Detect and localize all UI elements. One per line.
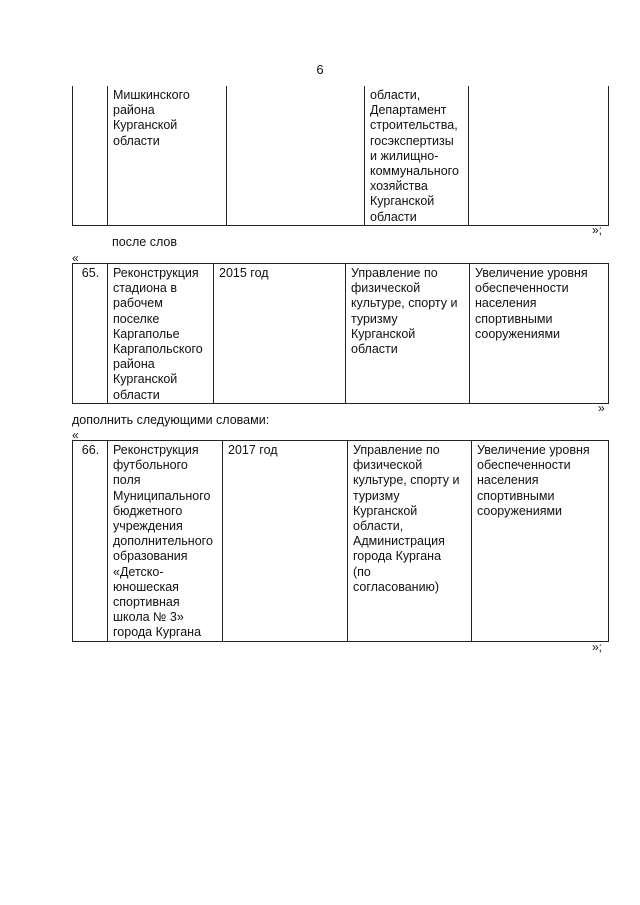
cell-number: 66. <box>73 441 108 642</box>
table-row <box>73 441 609 642</box>
cell-number: 65. <box>73 264 108 404</box>
table-row-65 <box>72 263 609 404</box>
open-quote-2: « <box>72 428 79 442</box>
cell-year: 2015 год <box>214 264 346 404</box>
cell-responsible: области, Департамент строительства, госэкспертизы и жилищно- коммунального хозяйства Курганской области <box>365 86 469 225</box>
cell-object-name: Реконструкция футбольного поля Муниципального бюджетного учреждения дополнительного образования «Детско- юношеская спортивная школа № 3» города Кургана <box>108 441 223 642</box>
closing-quote-bottom: »; <box>592 640 603 654</box>
cell-number <box>73 86 108 225</box>
page-number: 6 <box>316 62 324 77</box>
cell-object-name: Реконструкция стадиона в рабочем поселке Каргаполье Каргапольского района Курганской области <box>108 264 214 404</box>
open-quote-1: « <box>72 251 79 265</box>
table-row-66 <box>72 440 609 642</box>
cell-responsible: Управление по физической культуре, спорту и туризму Курганской области <box>346 264 470 404</box>
cell-year <box>227 86 365 225</box>
table-row <box>73 86 609 225</box>
closing-quote-mid: » <box>598 401 605 415</box>
cell-result <box>469 86 609 225</box>
cell-year: 2017 год <box>223 441 348 642</box>
cell-result: Увеличение уровня обеспеченности населения спортивными сооружениями <box>472 441 609 642</box>
table-top-continuation <box>72 86 609 226</box>
cell-result: Увеличение уровня обеспеченности населения спортивными сооружениями <box>470 264 609 404</box>
table-row <box>73 264 609 404</box>
text-add-words: дополнить следующими словами: <box>72 413 270 427</box>
text-after-words: после слов <box>112 235 177 249</box>
closing-quote-top: »; <box>592 223 603 237</box>
cell-responsible: Управление по физической культуре, спорту и туризму Курганской области, Администрация города Кургана (по согласованию) <box>348 441 472 642</box>
cell-object-name: Мишкинского района Курганской области <box>108 86 227 225</box>
